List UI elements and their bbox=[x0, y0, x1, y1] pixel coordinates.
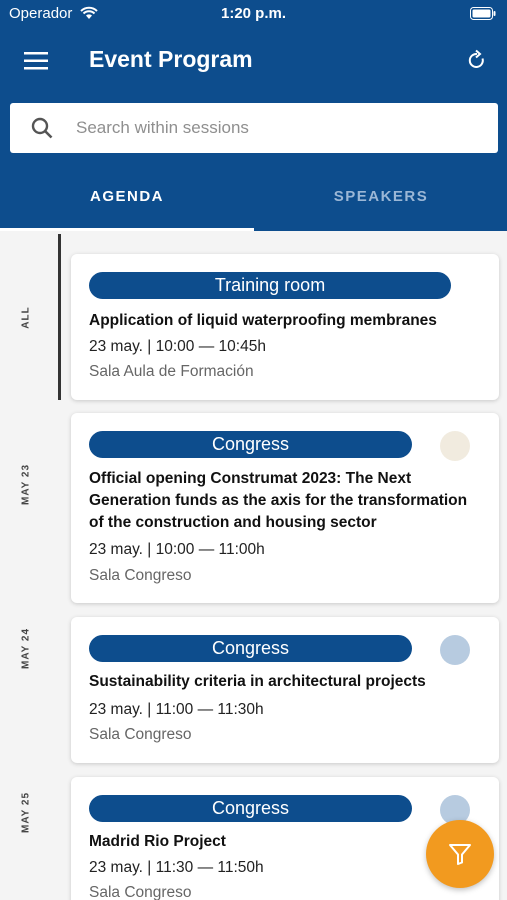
search-input[interactable] bbox=[76, 103, 486, 153]
session-status-dot bbox=[440, 431, 470, 461]
session-room: Sala Aula de Formación bbox=[89, 363, 254, 380]
day-sidebar bbox=[0, 231, 60, 900]
session-title: Application of liquid waterproofing membranes bbox=[89, 312, 437, 329]
status-bar bbox=[0, 0, 507, 28]
session-room: Sala Congreso bbox=[89, 726, 192, 743]
session-time: 23 may. | 10:00 — 11:00h bbox=[89, 541, 265, 558]
day-active-indicator bbox=[58, 234, 61, 400]
session-status-dot bbox=[440, 635, 470, 665]
session-room-tag: Training room bbox=[89, 272, 451, 299]
search-box bbox=[10, 103, 498, 153]
session-room: Sala Congreso bbox=[89, 884, 192, 900]
session-room-tag: Congress bbox=[89, 635, 412, 662]
session-time: 23 may. | 11:30 — 11:50h bbox=[89, 859, 264, 876]
day-filter-may-25[interactable]: MAY 25 bbox=[20, 791, 32, 834]
tab-agenda[interactable]: AGENDA bbox=[89, 188, 164, 205]
app-header bbox=[0, 0, 507, 231]
session-card[interactable] bbox=[71, 254, 499, 400]
status-carrier: Operador bbox=[9, 5, 73, 22]
session-title: Official opening Construmat 2023: The Next Generation funds as the axis for the transformation of the construction and housing sector bbox=[89, 470, 468, 531]
refresh-icon[interactable] bbox=[467, 49, 487, 71]
session-room-tag: Congress bbox=[89, 795, 412, 822]
search-icon bbox=[31, 117, 53, 139]
day-filter-all[interactable]: ALL bbox=[20, 306, 32, 329]
filter-button[interactable] bbox=[426, 820, 494, 888]
session-room: Sala Congreso bbox=[89, 567, 192, 584]
session-card[interactable] bbox=[71, 413, 499, 603]
filter-icon bbox=[448, 842, 472, 866]
tab-speakers[interactable]: SPEAKERS bbox=[333, 188, 429, 205]
session-time: 23 may. | 11:00 — 11:30h bbox=[89, 701, 264, 718]
session-time: 23 may. | 10:00 — 10:45h bbox=[89, 338, 266, 355]
session-title: Sustainability criteria in architectural projects bbox=[89, 673, 426, 690]
day-filter-may-23[interactable]: MAY 23 bbox=[20, 463, 32, 506]
menu-icon[interactable] bbox=[24, 51, 48, 71]
battery-icon bbox=[470, 7, 496, 20]
day-filter-may-24[interactable]: MAY 24 bbox=[20, 627, 32, 670]
session-card[interactable] bbox=[71, 617, 499, 763]
session-room-tag: Congress bbox=[89, 431, 412, 458]
status-time: 1:20 p.m. bbox=[220, 5, 287, 22]
page-title: Event Program bbox=[89, 46, 253, 72]
session-title: Madrid Rio Project bbox=[89, 833, 226, 850]
